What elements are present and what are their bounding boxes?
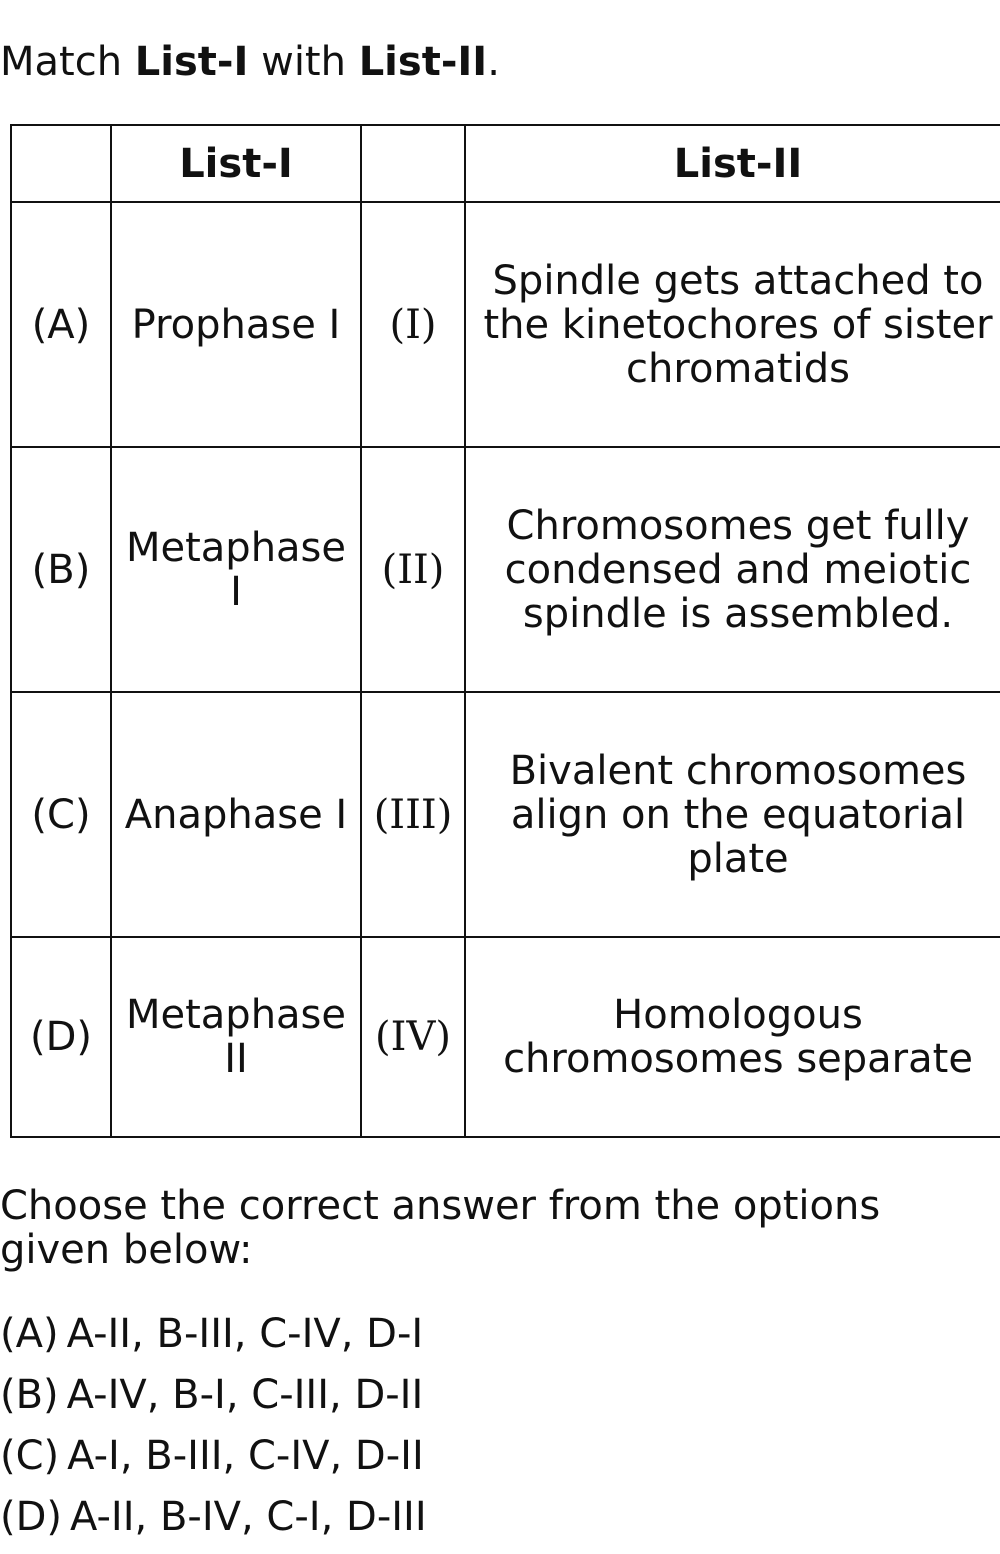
row-stage: Metaphase II <box>111 937 361 1137</box>
option-text: A-IV, B-I, C-III, D-II <box>66 1372 424 1418</box>
header-letter-cell <box>11 125 111 202</box>
row-description: Chromosomes get fully condensed and meiotic spindle is assembled. <box>465 447 1000 692</box>
row-roman: (III) <box>361 692 465 937</box>
option-label: (C) <box>0 1433 60 1479</box>
row-stage: Metaphase I <box>111 447 361 692</box>
option-label: (D) <box>0 1494 63 1540</box>
question-title <box>0 38 500 86</box>
row-roman: (I) <box>361 202 465 447</box>
table-row <box>11 447 1000 692</box>
option-label: (B) <box>0 1372 59 1418</box>
answer-options <box>0 1310 427 1554</box>
answer-option[interactable] <box>0 1493 427 1554</box>
answer-option[interactable] <box>0 1371 427 1432</box>
row-letter: (A) <box>11 202 111 447</box>
question-middle: with <box>248 39 359 85</box>
list-two-name: List-II <box>358 39 488 85</box>
table-row <box>11 692 1000 937</box>
option-text: A-I, B-III, C-IV, D-II <box>67 1433 424 1479</box>
row-stage: Prophase I <box>111 202 361 447</box>
header-roman-cell <box>361 125 465 202</box>
row-description: Spindle gets attached to the kinetochores of sister chromatids <box>465 202 1000 447</box>
answer-option[interactable] <box>0 1310 427 1371</box>
option-label: (A) <box>0 1311 59 1357</box>
list-one-name: List-I <box>134 39 249 85</box>
question-suffix: . <box>487 39 500 85</box>
row-letter: (D) <box>11 937 111 1137</box>
table-row <box>11 202 1000 447</box>
row-description: Homologous chromosomes separate <box>465 937 1000 1137</box>
header-list-two: List-II <box>465 125 1000 202</box>
match-table <box>10 124 1000 1138</box>
answer-option[interactable] <box>0 1432 427 1493</box>
header-list-one: List-I <box>111 125 361 202</box>
row-roman: (IV) <box>361 937 465 1137</box>
row-roman: (II) <box>361 447 465 692</box>
question-prefix: Match <box>0 39 135 85</box>
row-stage: Anaphase I <box>111 692 361 937</box>
option-text: A-II, B-IV, C-I, D-III <box>70 1494 427 1540</box>
table-row <box>11 937 1000 1137</box>
row-description: Bivalent chromosomes align on the equatorial plate <box>465 692 1000 937</box>
option-text: A-II, B-III, C-IV, D-I <box>66 1311 424 1357</box>
row-letter: (B) <box>11 447 111 692</box>
instruction-text: Choose the correct answer from the options given below: <box>0 1183 881 1273</box>
table-header-row <box>11 125 1000 202</box>
row-letter: (C) <box>11 692 111 937</box>
